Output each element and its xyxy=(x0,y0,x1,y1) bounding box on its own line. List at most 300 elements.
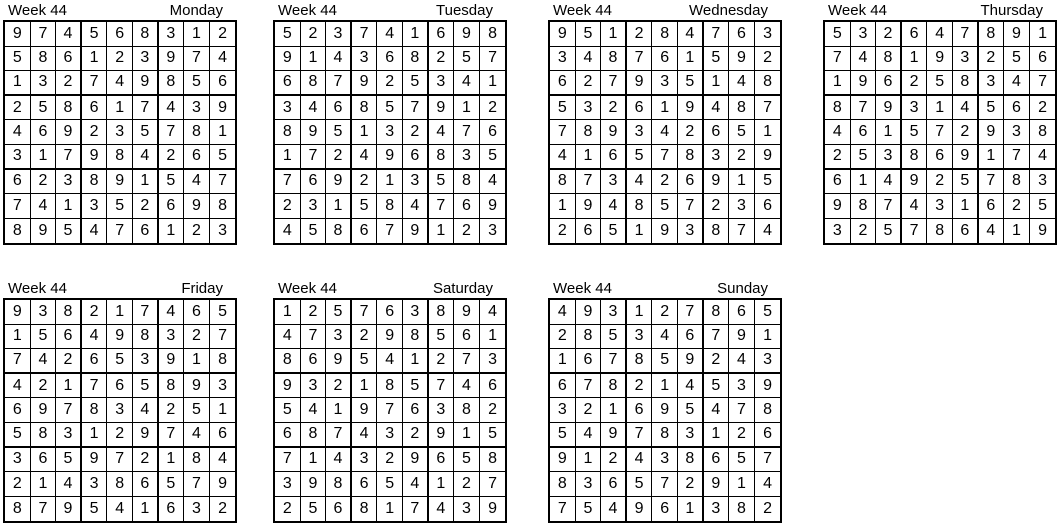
sudoku-cell: 7 xyxy=(31,497,57,522)
sudoku-cell: 1 xyxy=(576,448,602,473)
sudoku-cell: 1 xyxy=(825,71,851,96)
sudoku-cell: 4 xyxy=(82,325,108,350)
sudoku-cell: 3 xyxy=(678,423,704,448)
day-label: Friday xyxy=(181,280,223,297)
sudoku-cell: 3 xyxy=(184,96,210,121)
sudoku-cell: 4 xyxy=(902,194,928,219)
sudoku-cell: 6 xyxy=(107,22,133,47)
sudoku-cell: 3 xyxy=(56,170,82,195)
sudoku-cell: 7 xyxy=(627,423,653,448)
sudoku-cell: 8 xyxy=(275,120,301,145)
sudoku-cell: 6 xyxy=(652,47,678,72)
sudoku-cell: 9 xyxy=(82,145,108,170)
sudoku-cell: 4 xyxy=(729,71,755,96)
sudoku-cell: 3 xyxy=(107,398,133,423)
sudoku-cell: 1 xyxy=(210,120,236,145)
sudoku-cell: 6 xyxy=(652,497,678,522)
sudoku-cell: 4 xyxy=(851,47,877,72)
sudoku-cell: 4 xyxy=(979,219,1005,244)
sudoku-cell: 4 xyxy=(652,120,678,145)
sudoku-cell: 7 xyxy=(5,194,31,219)
sudoku-cell: 4 xyxy=(729,349,755,374)
sudoku-cell: 2 xyxy=(729,145,755,170)
sudoku-cell: 6 xyxy=(301,349,327,374)
sudoku-cell: 8 xyxy=(1004,170,1030,195)
sudoku-cell: 9 xyxy=(902,170,928,195)
sudoku-cell: 2 xyxy=(275,194,301,219)
sudoku-cell: 6 xyxy=(627,96,653,121)
sudoku-cell: 1 xyxy=(454,423,480,448)
sudoku-cell: 2 xyxy=(352,325,378,350)
sudoku-cell: 6 xyxy=(480,120,506,145)
sudoku-cell: 2 xyxy=(107,47,133,72)
sudoku-cell: 4 xyxy=(953,96,979,121)
sudoku-cell: 4 xyxy=(377,22,403,47)
sudoku-cell: 8 xyxy=(678,145,704,170)
sudoku-cell: 1 xyxy=(550,194,576,219)
sudoku-cell: 8 xyxy=(82,170,108,195)
sudoku-cell: 9 xyxy=(576,300,602,325)
sudoku-cell: 6 xyxy=(352,219,378,244)
sudoku-cell: 2 xyxy=(704,349,730,374)
sudoku-cell: 6 xyxy=(184,145,210,170)
sudoku-cell: 7 xyxy=(576,374,602,399)
sudoku-cell: 3 xyxy=(218,222,227,240)
sudoku-cell: 2 xyxy=(480,96,506,121)
sudoku-cell: 4 xyxy=(429,497,455,522)
sudoku-cell: 4 xyxy=(704,398,730,423)
sudoku-cell: 7 xyxy=(82,71,108,96)
sudoku-cell: 4 xyxy=(326,47,352,72)
sudoku-cell: 2 xyxy=(159,398,185,423)
sudoku-cell: 7 xyxy=(927,120,953,145)
sudoku-cell: 6 xyxy=(429,22,455,47)
sudoku-cell: 6 xyxy=(953,219,979,244)
sudoku-cell: 6 xyxy=(1030,47,1056,72)
sudoku-cell: 2 xyxy=(979,47,1005,72)
sudoku-cell: 1 xyxy=(403,349,429,374)
sudoku-cell: 8 xyxy=(1030,120,1056,145)
sudoku-cell: 5 xyxy=(652,349,678,374)
sudoku-cell: 1 xyxy=(550,349,576,374)
sudoku-cell: 3 xyxy=(159,22,185,47)
sudoku-cell: 7 xyxy=(31,22,57,47)
sudoku-cell: 2 xyxy=(627,374,653,399)
sudoku-cell: 4 xyxy=(352,145,378,170)
sudoku-cell: 3 xyxy=(729,374,755,399)
sudoku-cell: 4 xyxy=(403,472,429,497)
sudoku-cell: 9 xyxy=(429,96,455,121)
sudoku-cell: 3 xyxy=(275,472,301,497)
sudoku-cell: 5 xyxy=(755,170,781,195)
sudoku-cell: 9 xyxy=(601,120,627,145)
week-label: Week 44 xyxy=(8,2,67,19)
sudoku-cell: 6 xyxy=(1004,96,1030,121)
sudoku-cell: 7 xyxy=(301,325,327,350)
sudoku-cell: 9 xyxy=(56,497,82,522)
day-label: Saturday xyxy=(432,280,493,297)
sudoku-cell: 3 xyxy=(31,300,57,325)
sudoku-cell: 2 xyxy=(82,120,108,145)
week-label: Week 44 xyxy=(8,280,67,297)
sudoku-cell: 9 xyxy=(429,423,455,448)
sudoku-cell: 4 xyxy=(1030,145,1056,170)
sudoku-cell: 8 xyxy=(429,300,455,325)
sudoku-cell: 5 xyxy=(159,472,185,497)
sudoku-cell: 4 xyxy=(184,423,210,448)
sudoku-cell: 1 xyxy=(678,47,704,72)
sudoku-cell: 3 xyxy=(184,497,210,522)
sudoku-cell: 7 xyxy=(133,300,159,325)
sudoku-cell: 2 xyxy=(601,96,627,121)
sudoku-cell: 9 xyxy=(31,398,57,423)
sudoku-cell: 9 xyxy=(403,448,429,473)
sudoku-cell: 9 xyxy=(326,170,352,195)
sudoku-cell: 3 xyxy=(352,448,378,473)
sudoku-cell: 4 xyxy=(31,194,57,219)
sudoku-cell: 6 xyxy=(275,71,301,96)
sudoku-cell: 1 xyxy=(133,497,159,522)
sudoku-cell: 2 xyxy=(133,194,159,219)
sudoku-cell: 9 xyxy=(377,145,403,170)
sudoku-cell: 3 xyxy=(627,325,653,350)
sudoku-cell: 6 xyxy=(275,423,301,448)
sudoku-cell: 6 xyxy=(82,349,108,374)
sudoku-cell: 8 xyxy=(927,219,953,244)
sudoku-cell: 3 xyxy=(403,300,429,325)
sudoku-cell: 2 xyxy=(5,472,31,497)
sudoku-cell: 6 xyxy=(979,194,1005,219)
day-label: Wednesday xyxy=(689,2,768,19)
sudoku-cell: 9 xyxy=(755,374,781,399)
sudoku-cell: 5 xyxy=(326,300,352,325)
sudoku-cell: 6 xyxy=(56,325,82,350)
sudoku-cell: 6 xyxy=(678,325,704,350)
sudoku-cell: 8 xyxy=(755,398,781,423)
sudoku-cell: 2 xyxy=(601,448,627,473)
sudoku-cell: 3 xyxy=(429,71,455,96)
sudoku-cell: 2 xyxy=(403,423,429,448)
sudoku-cell: 3 xyxy=(454,145,480,170)
sudoku-cell: 9 xyxy=(301,120,327,145)
sudoku-cell: 7 xyxy=(377,398,403,423)
sudoku-cell: 6 xyxy=(5,398,31,423)
sudoku-cell: 4 xyxy=(454,71,480,96)
day-label: Tuesday xyxy=(436,2,493,19)
sudoku-cell: 3 xyxy=(953,47,979,72)
sudoku-cell: 7 xyxy=(159,120,185,145)
sudoku-cell: 7 xyxy=(275,170,301,195)
sudoku-cell: 9 xyxy=(133,71,159,96)
sudoku-cell: 6 xyxy=(550,71,576,96)
sudoku-cell: 9 xyxy=(301,472,327,497)
sudoku-panel-sunday xyxy=(548,280,784,523)
sudoku-cell: 7 xyxy=(107,219,133,244)
sudoku-cell: 6 xyxy=(159,194,185,219)
day-label: Thursday xyxy=(980,2,1043,19)
sudoku-cell: 8 xyxy=(133,22,159,47)
sudoku-cell: 4 xyxy=(601,194,627,219)
sudoku-cell: 1 xyxy=(107,96,133,121)
sudoku-cell: 6 xyxy=(627,398,653,423)
sudoku-cell: 5 xyxy=(301,219,327,244)
sudoku-cell: 1 xyxy=(678,497,704,522)
sudoku-cell: 6 xyxy=(31,448,57,473)
sudoku-cell: 6 xyxy=(403,398,429,423)
sudoku-cell: 5 xyxy=(576,22,602,47)
sudoku-cell: 4 xyxy=(107,71,133,96)
sudoku-cell: 2 xyxy=(56,71,82,96)
sudoku-cell: 8 xyxy=(275,349,301,374)
week-label: Week 44 xyxy=(553,2,612,19)
sudoku-cell: 7 xyxy=(627,47,653,72)
sudoku-cell: 5 xyxy=(652,194,678,219)
sudoku-cell: 3 xyxy=(301,194,327,219)
sudoku-cell: 5 xyxy=(678,398,704,423)
sudoku-cell: 7 xyxy=(953,22,979,47)
sudoku-cell: 9 xyxy=(480,194,506,219)
sudoku-cell: 3 xyxy=(876,145,902,170)
sudoku-cell: 9 xyxy=(652,398,678,423)
sudoku-cell: 4 xyxy=(825,120,851,145)
sudoku-cell: 9 xyxy=(403,219,429,244)
sudoku-cell: 4 xyxy=(627,448,653,473)
sudoku-cell: 8 xyxy=(133,325,159,350)
sudoku-cell: 6 xyxy=(576,219,602,244)
sudoku-cell: 6 xyxy=(377,300,403,325)
sudoku-cell: 1 xyxy=(31,472,57,497)
sudoku-cell: 1 xyxy=(755,325,781,350)
sudoku-cell: 5 xyxy=(31,96,57,121)
sudoku-cell: 6 xyxy=(326,96,352,121)
sudoku-cell: 5 xyxy=(184,398,210,423)
sudoku-cell: 9 xyxy=(5,22,31,47)
sudoku-cell: 9 xyxy=(876,96,902,121)
sudoku-cell: 1 xyxy=(979,145,1005,170)
sudoku-cell: 7 xyxy=(210,325,236,350)
sudoku-cell: 2 xyxy=(876,22,902,47)
week-label: Week 44 xyxy=(278,2,337,19)
sudoku-cell: 9 xyxy=(627,71,653,96)
sudoku-cell: 7 xyxy=(851,96,877,121)
sudoku-cell: 7 xyxy=(678,194,704,219)
sudoku-cell: 8 xyxy=(627,194,653,219)
sudoku-cell: 2 xyxy=(678,472,704,497)
sudoku-cell: 8 xyxy=(704,219,730,244)
sudoku-cell: 8 xyxy=(851,194,877,219)
sudoku-cell: 8 xyxy=(601,374,627,399)
sudoku-cell: 9 xyxy=(488,500,497,518)
sudoku-cell: 5 xyxy=(601,325,627,350)
sudoku-cell: 5 xyxy=(301,497,327,522)
sudoku-cell: 9 xyxy=(275,374,301,399)
sudoku-cell: 2 xyxy=(184,325,210,350)
sudoku-cell: 9 xyxy=(159,349,185,374)
sudoku-cell: 8 xyxy=(107,145,133,170)
sudoku-cell: 7 xyxy=(352,300,378,325)
sudoku-cell: 8 xyxy=(352,497,378,522)
sudoku-cell: 5 xyxy=(876,219,902,244)
sudoku-cell: 5 xyxy=(902,120,928,145)
sudoku-cell: 5 xyxy=(678,71,704,96)
sudoku-cell: 5 xyxy=(56,448,82,473)
sudoku-cell: 1 xyxy=(159,448,185,473)
sudoku-cell: 2 xyxy=(377,448,403,473)
sudoku-cell: 1 xyxy=(953,194,979,219)
sudoku-cell: 6 xyxy=(755,423,781,448)
sudoku-cell: 8 xyxy=(107,472,133,497)
sudoku-cell: 8 xyxy=(979,22,1005,47)
sudoku-cell: 8 xyxy=(729,497,755,522)
sudoku-cell: 5 xyxy=(326,120,352,145)
sudoku-cell: 1 xyxy=(301,47,327,72)
sudoku-cell: 2 xyxy=(678,120,704,145)
sudoku-cell: 3 xyxy=(133,47,159,72)
sudoku-cell: 1 xyxy=(5,71,31,96)
sudoku-cell: 6 xyxy=(876,71,902,96)
sudoku-cell: 8 xyxy=(902,145,928,170)
sudoku-cell: 7 xyxy=(56,398,82,423)
sudoku-cell: 1 xyxy=(107,300,133,325)
sudoku-cell: 1 xyxy=(31,145,57,170)
sudoku-grid xyxy=(548,298,782,523)
sudoku-cell: 4 xyxy=(301,96,327,121)
sudoku-cell: 8 xyxy=(82,398,108,423)
sudoku-cell: 9 xyxy=(979,120,1005,145)
sudoku-cell: 5 xyxy=(403,374,429,399)
sudoku-cell: 7 xyxy=(704,325,730,350)
sudoku-cell: 3 xyxy=(755,349,781,374)
sudoku-cell: 3 xyxy=(107,120,133,145)
sudoku-cell: 2 xyxy=(851,219,877,244)
sudoku-cell: 6 xyxy=(133,472,159,497)
sudoku-cell: 6 xyxy=(133,219,159,244)
sudoku-cell: 5 xyxy=(825,22,851,47)
sudoku-cell: 8 xyxy=(480,22,506,47)
sudoku-cell: 7 xyxy=(454,349,480,374)
sudoku-cell: 1 xyxy=(275,145,301,170)
sudoku-cell: 4 xyxy=(480,170,506,195)
sudoku-cell: 4 xyxy=(377,349,403,374)
sudoku-cell: 2 xyxy=(218,500,227,518)
sudoku-cell: 5 xyxy=(5,423,31,448)
sudoku-cell: 3 xyxy=(576,472,602,497)
sudoku-cell: 9 xyxy=(184,374,210,399)
sudoku-cell: 5 xyxy=(480,145,506,170)
sudoku-cell: 4 xyxy=(275,325,301,350)
sudoku-cell: 4 xyxy=(5,120,31,145)
sudoku-cell: 1 xyxy=(601,22,627,47)
sudoku-cell: 1 xyxy=(352,374,378,399)
sudoku-cell: 1 xyxy=(704,423,730,448)
sudoku-panel-monday xyxy=(3,2,239,245)
sudoku-cell: 5 xyxy=(352,349,378,374)
sudoku-cell: 2 xyxy=(133,448,159,473)
sudoku-cell: 2 xyxy=(184,219,210,244)
sudoku-cell: 2 xyxy=(576,398,602,423)
sudoku-cell: 2 xyxy=(31,170,57,195)
sudoku-cell: 5 xyxy=(1030,194,1056,219)
sudoku-cell: 4 xyxy=(56,22,82,47)
sudoku-cell: 3 xyxy=(5,145,31,170)
sudoku-cell: 6 xyxy=(755,194,781,219)
sudoku-grid xyxy=(3,298,237,523)
sudoku-cell: 4 xyxy=(159,96,185,121)
sudoku-cell: 3 xyxy=(1030,170,1056,195)
sudoku-cell: 8 xyxy=(326,472,352,497)
sudoku-cell: 7 xyxy=(902,219,928,244)
sudoku-cell: 6 xyxy=(159,497,185,522)
sudoku-cell: 9 xyxy=(678,349,704,374)
sudoku-cell: 7 xyxy=(755,96,781,121)
sudoku-cell: 4 xyxy=(550,300,576,325)
sudoku-cell: 9 xyxy=(184,194,210,219)
sudoku-cell: 4 xyxy=(31,349,57,374)
sudoku-cell: 5 xyxy=(82,497,108,522)
sudoku-cell: 3 xyxy=(550,398,576,423)
sudoku-cell: 6 xyxy=(601,472,627,497)
sudoku-cell: 2 xyxy=(159,145,185,170)
sudoku-cell: 2 xyxy=(550,219,576,244)
sudoku-cell: 7 xyxy=(480,47,506,72)
sudoku-cell: 4 xyxy=(275,219,301,244)
sudoku-cell: 8 xyxy=(352,96,378,121)
sudoku-cell: 4 xyxy=(56,472,82,497)
sudoku-cell: 4 xyxy=(210,47,236,72)
sudoku-cell: 4 xyxy=(352,423,378,448)
sudoku-cell: 1 xyxy=(902,47,928,72)
sudoku-cell: 6 xyxy=(377,47,403,72)
sudoku-cell: 9 xyxy=(627,497,653,522)
sudoku-cell: 5 xyxy=(133,120,159,145)
sudoku-cell: 8 xyxy=(550,170,576,195)
sudoku-cell: 9 xyxy=(704,170,730,195)
sudoku-cell: 4 xyxy=(601,497,627,522)
sudoku-cell: 7 xyxy=(275,448,301,473)
sudoku-cell: 4 xyxy=(326,448,352,473)
sudoku-cell: 1 xyxy=(704,71,730,96)
sudoku-cell: 6 xyxy=(403,145,429,170)
sudoku-cell: 8 xyxy=(184,120,210,145)
sudoku-cell: 7 xyxy=(107,448,133,473)
sudoku-cell: 5 xyxy=(480,423,506,448)
week-label: Week 44 xyxy=(553,280,612,297)
sudoku-cell: 2 xyxy=(953,120,979,145)
sudoku-cell: 3 xyxy=(56,423,82,448)
sudoku-cell: 3 xyxy=(755,22,781,47)
sudoku-cell: 1 xyxy=(5,325,31,350)
sudoku-cell: 4 xyxy=(454,374,480,399)
sudoku-cell: 1 xyxy=(652,96,678,121)
sudoku-cell: 2 xyxy=(326,145,352,170)
sudoku-cell: 1 xyxy=(454,96,480,121)
sudoku-cell: 2 xyxy=(1004,194,1030,219)
sudoku-cell: 3 xyxy=(704,497,730,522)
sudoku-cell: 8 xyxy=(326,219,352,244)
sudoku-cell: 2 xyxy=(107,423,133,448)
sudoku-cell: 1 xyxy=(627,219,653,244)
sudoku-cell: 4 xyxy=(678,374,704,399)
sudoku-grid xyxy=(273,20,507,245)
sudoku-cell: 3 xyxy=(82,472,108,497)
sudoku-panel-wednesday xyxy=(548,2,784,245)
sudoku-cell: 4 xyxy=(133,145,159,170)
sudoku-cell: 5 xyxy=(210,300,236,325)
sudoku-cell: 8 xyxy=(5,497,31,522)
sudoku-cell: 3 xyxy=(301,374,327,399)
panel-header xyxy=(273,280,509,298)
sudoku-cell: 3 xyxy=(210,374,236,399)
